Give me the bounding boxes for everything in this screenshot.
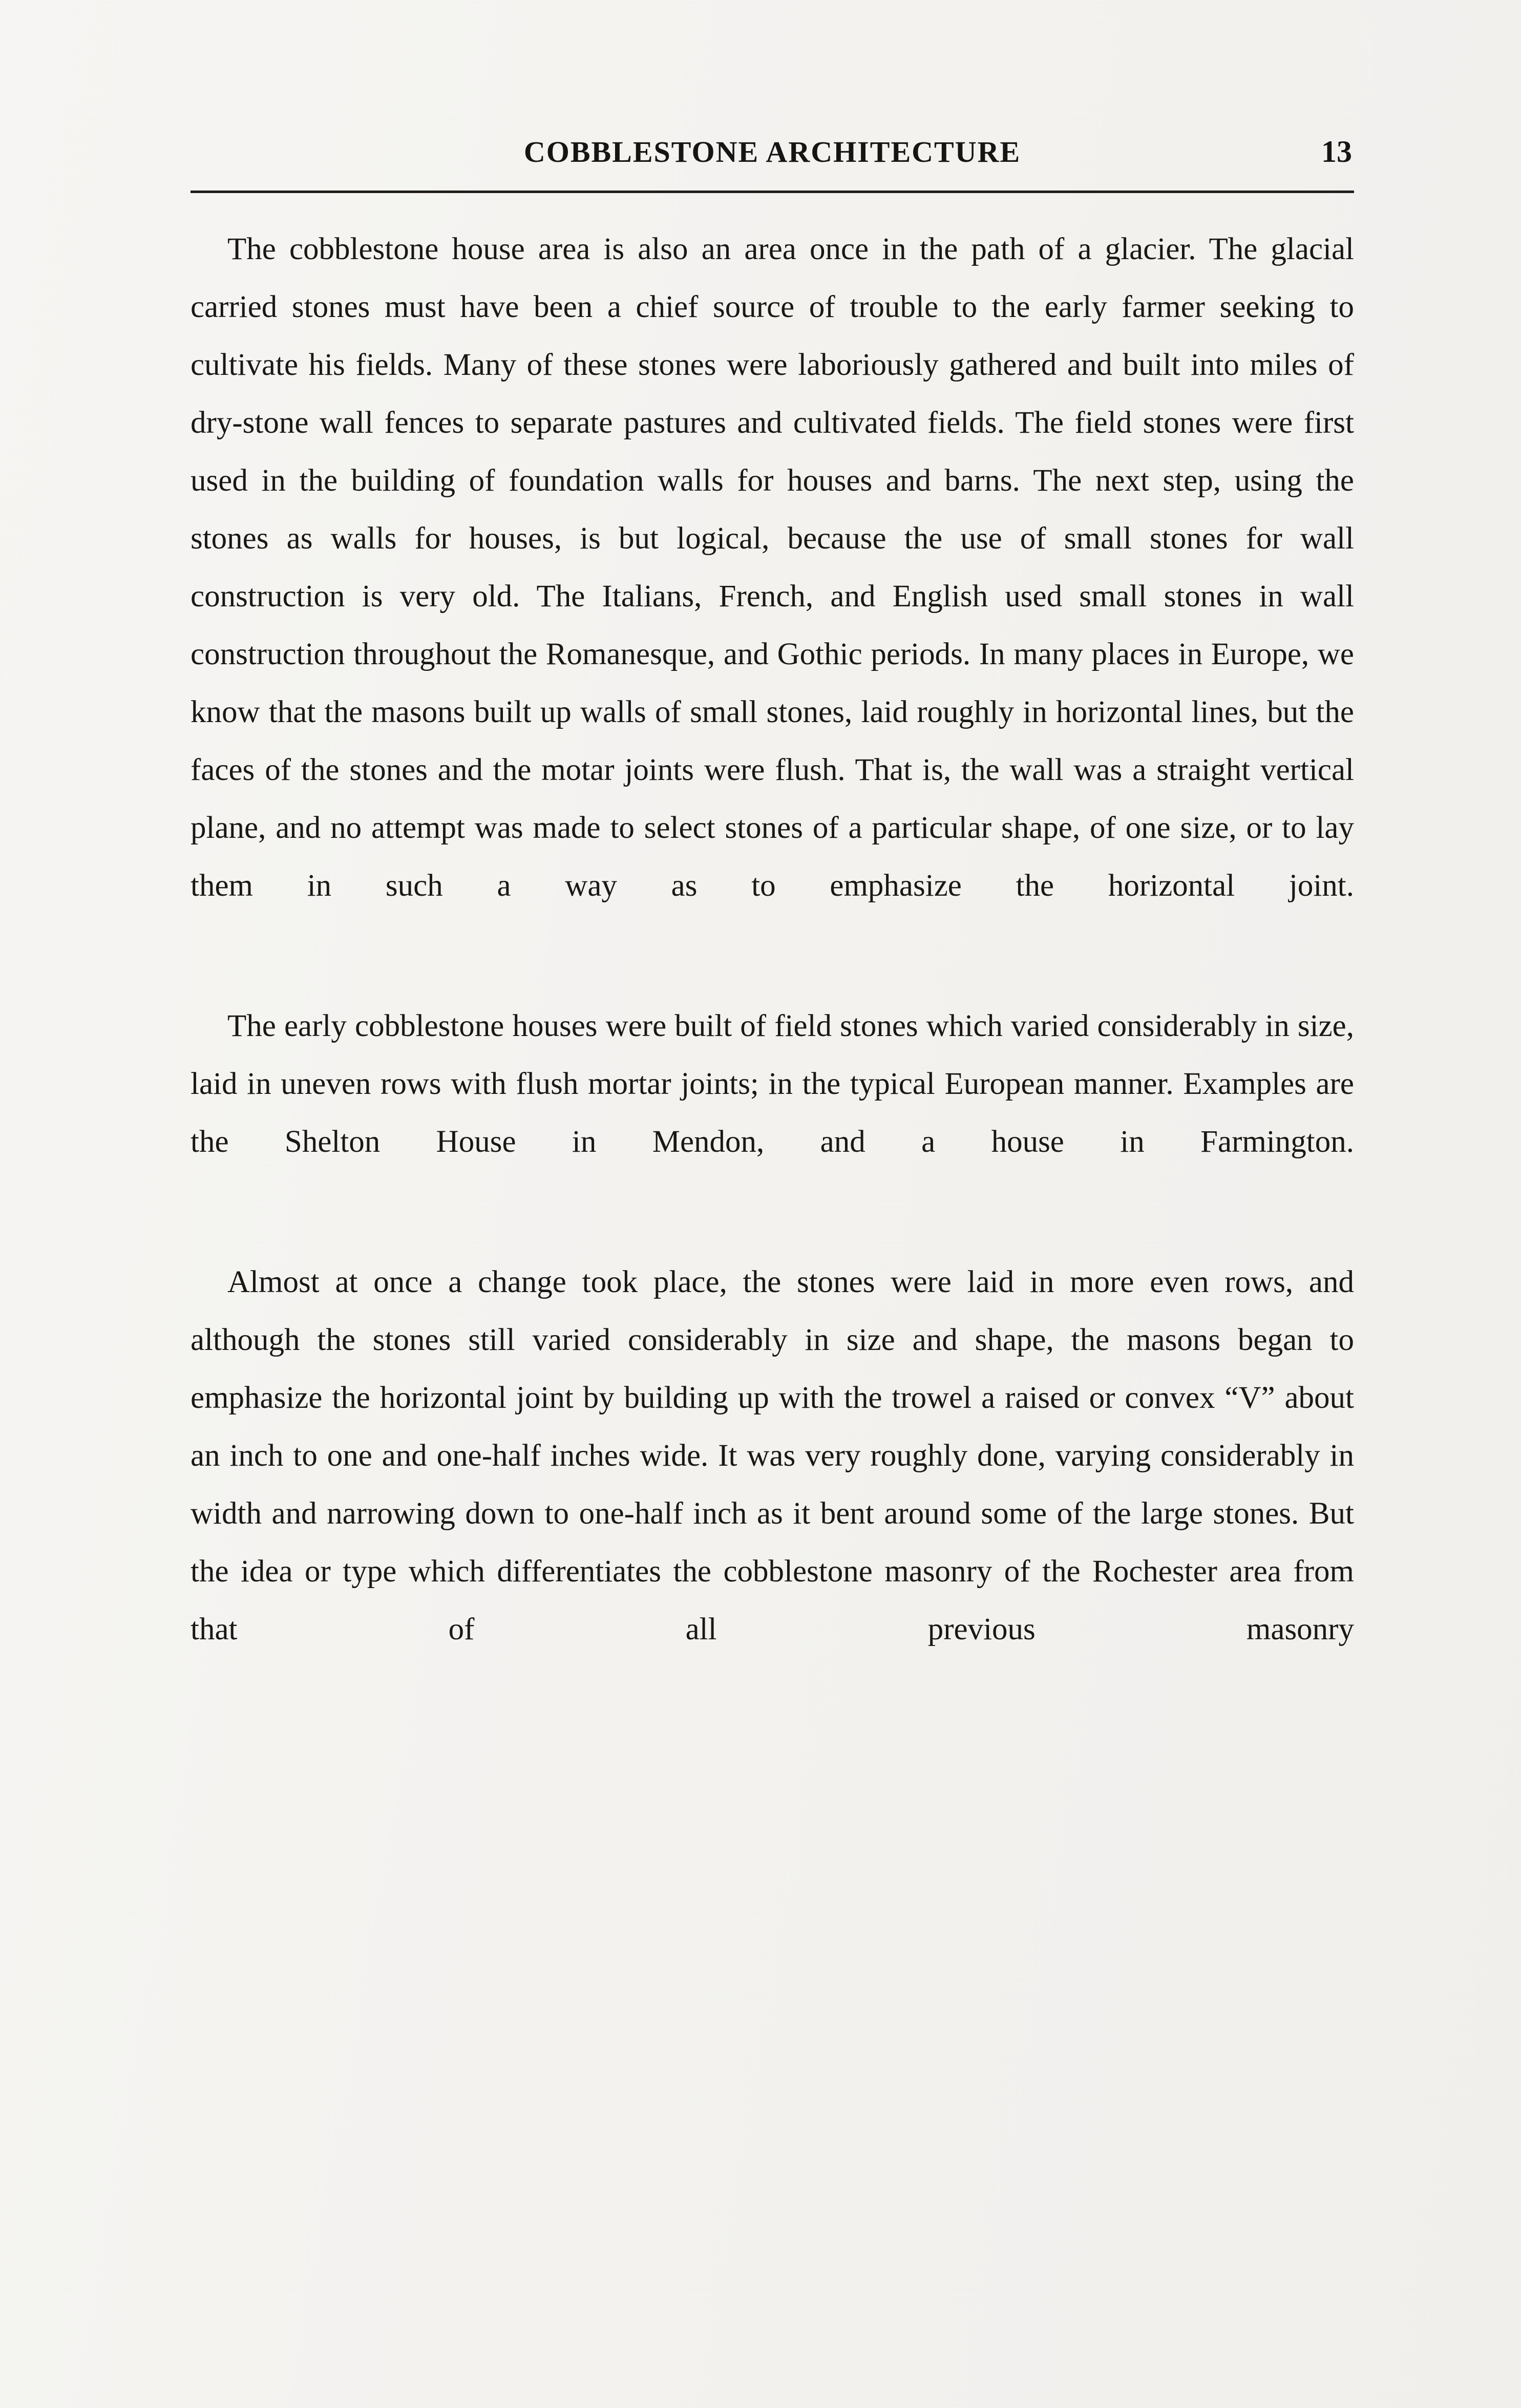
page-number: 13 (1321, 135, 1352, 168)
paragraph: Almost at once a change took place, the stones were laid in more even rows, and although the stones still varied considerably in size and shape, the masons began to emphasize the horizontal joint by building up with the trowel a raised or convex “V” about an inch to one and one-half inches wide. It was very roughly done, varying considerably in width and narrowing down to one-half inch as it bent around some of the large stones. But the idea or type which differentiates the cobblestone masonry of the Rochester area from that of all previous masonry (191, 1265, 1354, 1646)
running-head-title: COBBLESTONE ARCHITECTURE (523, 135, 1021, 168)
paragraph: The early cobblestone houses were built of field stones which varied considerably in size, laid in uneven rows with flush mortar joints; in the typical European manner. Examples are the Shelton House in Mendon, and a house in Farmington. (191, 1009, 1354, 1159)
running-head (191, 137, 1354, 199)
body-text-column (191, 220, 1354, 1716)
paragraph: The cobblestone house area is also an area once in the path of a glacier. The glacial carried stones must have been a chief source of trouble to the early farmer seeking to cultivate his fields. Many of these stones were laboriously gathered and built into miles of dry-stone wall fences to separate pastures and cultivated fields. The field stones were first used in the building of foundation walls for houses and barns. The next step, using the stones as walls for houses, is but logical, because the use of small stones for wall construction is very old. The Italians, French, and English used small stones in wall construction throughout the Romanesque, and Gothic periods. In many places in Europe, we know that the masons built up walls of small stones, laid roughly in horizontal lines, but the faces of the stones and the motar joints were flush. That is, the wall was a straight vertical plane, and no attempt was made to select stones of a particular shape, of one size, or to lay them in such a way as to emphasize the horizontal joint. (191, 232, 1354, 903)
running-head-line (191, 137, 1354, 181)
header-rule (191, 191, 1354, 193)
